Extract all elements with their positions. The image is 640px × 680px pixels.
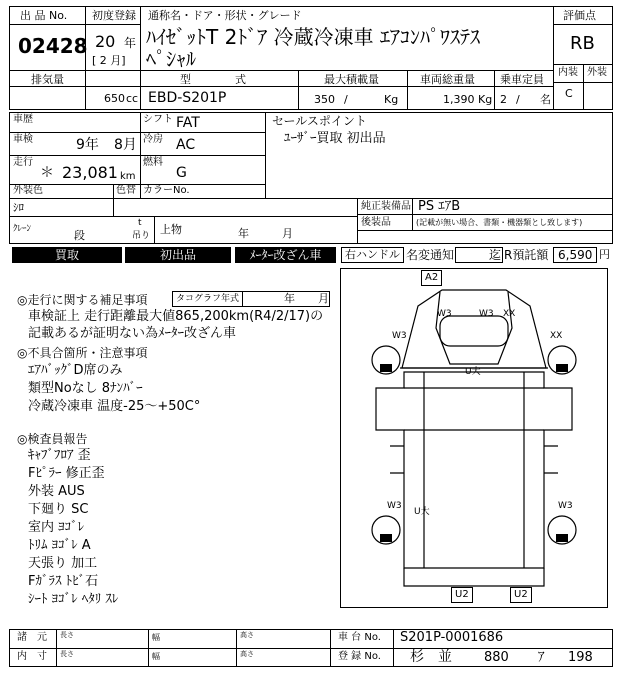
capacity-slash: /	[516, 93, 520, 106]
max-load: 350	[314, 93, 335, 106]
max-load-unit: Kg	[384, 93, 399, 106]
ext-color: ｼﾛ	[13, 201, 24, 214]
upper-label: 上物	[160, 223, 182, 236]
first-reg-label: 初度登録	[92, 9, 136, 22]
max-load-label: 最大積載量	[324, 73, 379, 86]
upper-year: 年	[238, 227, 249, 240]
report-item: ｷｬﾌﾞﾌﾛｱ 歪	[28, 448, 91, 463]
car-name-line1: ﾊｲｾﾞｯﾄT 2ﾄﾞｱ 冷蔵冷凍車 ｴｱｺﾝﾊﾟﾜｽﾃｽ	[146, 25, 481, 49]
inspection-label: 車検	[13, 134, 33, 145]
inner-label: 内 寸	[17, 651, 47, 662]
first-reg-year: 20	[95, 32, 116, 51]
capacity: 2	[500, 93, 507, 106]
crane-label: ｸﾚｰﾝ	[13, 224, 32, 234]
lot-no: 02428	[18, 34, 88, 58]
recycle-label: R預託額	[504, 248, 549, 262]
defects-title: ◎不具合箇所・注意事項	[17, 346, 148, 360]
retrofit-note: (記載が無い場合、書類・機器類とし致します)	[416, 218, 583, 227]
diag-u-large-body: U大	[414, 507, 430, 517]
reg-label: 登 録 No.	[338, 651, 381, 662]
history-label: 車歴	[13, 114, 33, 125]
displacement-label: 排気量	[31, 73, 64, 86]
gross-weight-label: 車両総重量	[420, 73, 475, 86]
name-label: 通称名・ドア・形状・グレード	[148, 9, 302, 22]
lot-no-label: 出 品 No.	[20, 9, 68, 22]
diag-xx-right-front: XX	[550, 331, 563, 341]
report-item: 下廻り SC	[28, 502, 89, 517]
color-no-label: 色替	[116, 185, 136, 196]
chassis-no: S201P-0001686	[400, 630, 504, 645]
defect-1: ｴｱﾊﾞｯｸﾞD席のみ	[28, 363, 123, 378]
first-reg-month: [ 2 月]	[92, 54, 126, 67]
year-unit: 年	[124, 36, 137, 50]
inner-height-label: 高さ	[240, 650, 254, 658]
report-item: 天張り 加工	[28, 556, 98, 571]
width-label: 幅	[152, 633, 160, 642]
report-item: ｼｰﾄ ﾖｺﾞﾚ ﾍﾀﾘ ｽﾚ	[28, 592, 119, 607]
report-item: ﾄﾘﾑ ﾖｺﾞﾚ A	[28, 538, 91, 553]
dims-label: 諸 元	[17, 632, 47, 643]
defect-2: 類型Noなし 8ﾅﾝﾊﾞｰ	[28, 381, 143, 396]
reg-kana: ｱ	[538, 650, 545, 665]
right-hand-badge: 右ハンドル	[341, 247, 404, 263]
chassis-label: 車 台 No.	[338, 632, 381, 643]
defect-3: 冷蔵冷凍車 温度-25～+50C°	[28, 399, 201, 414]
color-no-label2: カラーNo.	[143, 185, 190, 196]
score-label: 評価点	[563, 9, 596, 22]
mileage-note-1: 車検証上 走行距離最大値865,200km(R4/2/17)の	[28, 309, 324, 324]
mileage-mark: ＊	[40, 165, 54, 181]
inspector-title: ◎検査員報告	[17, 432, 88, 446]
tachograph-label: タコグラフ年式	[176, 294, 240, 304]
upper-month: 月	[282, 227, 293, 240]
first-listing-badge: 初出品	[125, 247, 231, 263]
inner-length-label: 長さ	[60, 650, 74, 658]
capacity-unit: 名	[540, 93, 551, 106]
recycle-amount: 6,590	[558, 248, 593, 262]
tachograph-month: 月	[318, 292, 329, 305]
height-label: 高さ	[240, 631, 254, 639]
displacement: 650	[104, 92, 125, 105]
genuine-equipment: PS ｴｱB	[418, 199, 461, 214]
gross-weight-unit: Kg	[478, 93, 493, 106]
diag-w3-cab-right: W3	[479, 309, 494, 319]
diag-w3-right-rear: W3	[558, 501, 573, 511]
diag-w3-left-front: W3	[392, 331, 407, 341]
mileage-unit: km	[120, 171, 136, 182]
mileage-note-2: 記載あるが証明ない為ﾒｰﾀｰ改ざん車	[28, 326, 237, 341]
crane-lift: 吊り	[132, 231, 151, 241]
purchase-badge: 買取	[12, 247, 122, 263]
crane-stage: 段	[74, 229, 85, 242]
diag-xx-cab: XX	[503, 309, 516, 319]
mileage-label: 走行	[13, 157, 33, 168]
diag-w3-cab-left: W3	[437, 309, 452, 319]
car-name-line2: ﾍﾟｼｬﾙ	[146, 47, 196, 71]
mileage-note-title: ◎走行に関する補足事項	[17, 293, 148, 307]
sales-point-label: セールスポイント	[272, 114, 367, 128]
retrofit-label: 後装品	[361, 217, 391, 228]
tax-label: 迄	[489, 248, 502, 262]
shift-label: シフト	[143, 114, 173, 125]
inspection-month: 8月	[114, 137, 137, 153]
inspection-year: 9年	[76, 137, 99, 153]
ac: AC	[176, 137, 196, 153]
tachograph-year: 年	[284, 292, 295, 305]
crane-ton: t	[138, 218, 142, 228]
capacity-label: 乗車定員	[500, 73, 544, 86]
interior-label: 内装	[558, 67, 578, 78]
genuine-equipment-label: 純正装備品	[361, 201, 411, 212]
displacement-unit: cc	[126, 92, 139, 105]
diag-u2-right: U2	[510, 587, 532, 603]
reg-number: 198	[568, 650, 593, 665]
meter-tamper-badge: ﾒｰﾀｰ改ざん車	[235, 247, 336, 263]
score: RB	[570, 33, 595, 54]
gross-weight: 1,390	[443, 93, 475, 106]
diag-u2-left: U2	[451, 587, 473, 603]
max-load-slash: /	[344, 93, 348, 106]
truck-diagram	[340, 268, 608, 608]
model: EBD-S201P	[148, 90, 227, 106]
diag-a2: A2	[421, 270, 442, 286]
report-item: 外装 AUS	[28, 484, 85, 499]
diag-u-large-roof: U大	[465, 367, 481, 377]
sales-point: ﾕｰｻﾞｰ買取 初出品	[284, 131, 386, 146]
fuel-label: 燃料	[143, 157, 163, 168]
recycle-unit: 円	[599, 248, 610, 261]
reg-area: 杉 並	[410, 649, 452, 665]
inner-width-label: 幅	[152, 652, 160, 661]
length-label: 長さ	[60, 631, 74, 639]
mileage: 23,081	[62, 163, 118, 182]
report-item: 室内 ﾖｺﾞﾚ	[28, 520, 85, 535]
report-item: Fｶﾞﾗｽ ﾄﾋﾞ石	[28, 574, 99, 589]
diag-w3-left-rear: W3	[387, 501, 402, 511]
name-change-label: 名変通知	[406, 248, 455, 262]
ext-color-label: 外装色	[13, 185, 43, 196]
report-item: Fﾋﾟﾗｰ 修正歪	[28, 466, 105, 481]
exterior-label: 外装	[587, 67, 607, 78]
shift: FAT	[176, 115, 200, 131]
fuel: G	[176, 165, 187, 181]
interior-grade: C	[565, 87, 573, 100]
ac-label: 冷房	[143, 134, 163, 145]
model-label: 型 式	[180, 73, 246, 86]
reg-class: 880	[484, 650, 509, 665]
